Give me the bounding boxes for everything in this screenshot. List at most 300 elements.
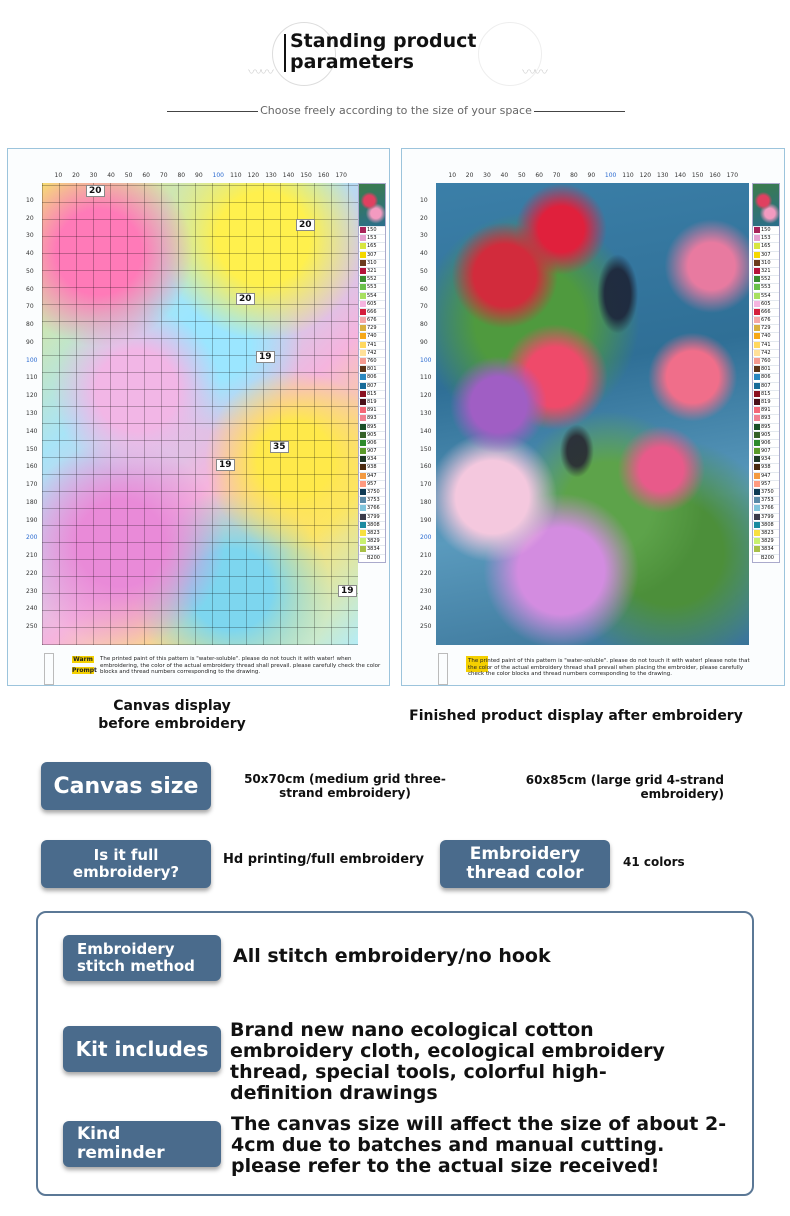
legend-swatch	[754, 235, 760, 241]
legend-row	[753, 308, 779, 316]
finished-product-panel	[401, 148, 785, 686]
cell-label: 19	[256, 351, 275, 363]
ruler-tick: 70	[159, 172, 168, 179]
legend-swatch	[754, 505, 760, 511]
ruler-tick: 130	[26, 410, 38, 417]
legend-swatch	[360, 497, 366, 503]
legend-row	[359, 373, 385, 381]
canvas-size-label-text: Canvas size	[53, 773, 199, 799]
ruler-tick: 90	[26, 338, 34, 346]
legend-swatch	[754, 350, 760, 356]
legend-code: 934	[761, 456, 771, 463]
ruler-tick: 30	[89, 172, 98, 179]
ruler-tick: 200	[26, 534, 38, 542]
legend-code: 3750	[367, 489, 380, 495]
legend-code: 815	[367, 390, 377, 397]
legend-row	[753, 300, 779, 308]
legend-code: 3750	[761, 489, 774, 495]
ruler-tick: 180	[420, 498, 432, 506]
legend-swatch	[754, 358, 760, 364]
full-embroidery-value: Hd printing/full embroidery	[223, 852, 424, 867]
cell-label: 20	[296, 219, 315, 231]
ruler-tick: 230	[26, 587, 38, 595]
legend-code: 605	[367, 300, 377, 307]
legend-swatch	[754, 489, 760, 495]
legend-swatch	[754, 464, 760, 470]
legend-code: 165	[761, 243, 771, 250]
ruler-tick: 210	[26, 552, 38, 560]
legend-code: 310	[761, 259, 771, 266]
legend-row	[359, 537, 385, 545]
legend-swatch	[360, 415, 366, 421]
legend-row	[359, 439, 385, 447]
legend-swatch	[360, 268, 366, 274]
legend-row	[753, 275, 779, 283]
legend-code: 153	[761, 235, 771, 242]
ruler-tick: 130	[265, 172, 277, 179]
legend-row	[359, 316, 385, 324]
legend-row	[753, 349, 779, 357]
ruler-tick: 140	[420, 427, 432, 435]
legend-swatch	[360, 227, 366, 233]
ruler-tick: 50	[124, 172, 133, 179]
ruler-tick: 130	[420, 410, 432, 417]
legend-swatch	[754, 456, 760, 462]
legend-code: 554	[761, 292, 771, 299]
legend-swatch	[754, 555, 760, 561]
legend-row	[753, 439, 779, 447]
legend-rows	[359, 226, 385, 562]
ruler-tick: 90	[195, 172, 203, 179]
ruler-tick: 30	[483, 172, 491, 179]
ruler-tick: 180	[26, 498, 38, 506]
ruler-tick: 40	[500, 172, 509, 179]
ruler-tick: 120	[247, 172, 260, 179]
legend-code: 3799	[367, 513, 380, 520]
legend-code: 819	[367, 398, 377, 405]
ruler-tick: 150	[420, 445, 432, 453]
legend-code: 934	[367, 456, 377, 463]
ruler-left	[26, 183, 42, 645]
legend-code: 760	[367, 358, 377, 364]
ruler-tick: 170	[420, 481, 432, 489]
legend-code: 3834	[761, 546, 774, 553]
ruler-tick: 130	[657, 172, 669, 179]
ruler-top	[42, 172, 358, 180]
legend-code: 3753	[367, 497, 380, 504]
legend-row	[753, 447, 779, 455]
note-icon	[44, 653, 54, 685]
legend-code: 150	[367, 227, 377, 233]
full-embroidery-label	[41, 840, 211, 888]
panel-note: The printed paint of this pattern is "water-soluble". please do not touch it with water! please note that the color of the actual embroidery thread shall prevail when placing the embroider, please carefully check the color blocks and thread numbers corresponding to the drawing.	[468, 658, 750, 677]
wave-decor-icon: 〰〰	[522, 65, 546, 81]
legend-row	[753, 529, 779, 537]
legend-row	[359, 455, 385, 463]
legend-swatch	[754, 546, 760, 552]
legend-row	[359, 496, 385, 504]
legend-code: 3808	[761, 521, 774, 528]
legend-row	[753, 554, 779, 562]
legend-code: 3834	[367, 546, 380, 553]
legend-row	[359, 332, 385, 340]
legend-swatch	[360, 383, 366, 389]
legend-row	[753, 341, 779, 349]
color-legend	[358, 183, 386, 563]
ruler-tick: 250	[420, 623, 432, 631]
legend-code: 906	[367, 439, 377, 446]
legend-code: 907	[367, 448, 377, 455]
ruler-tick: 190	[26, 516, 38, 524]
canvas-size-medium: 50x70cm (medium grid three-strand embroidery)	[244, 772, 446, 800]
legend-row	[753, 373, 779, 381]
finished-caption: Finished product display after embroidery	[409, 708, 743, 724]
caption-line1: Canvas display	[113, 698, 231, 714]
legend-code: 742	[761, 349, 771, 356]
ruler-tick: 20	[26, 214, 34, 222]
kit-includes-value: Brand new nano ecological cotton embroidery cloth, ecological embroidery thread, special tools, colorful high-definition drawings	[230, 1019, 665, 1104]
legend-row	[753, 414, 779, 422]
ruler-tick: 170	[335, 172, 347, 179]
cell-label: 19	[216, 459, 235, 471]
legend-row	[753, 504, 779, 512]
page-title-line2: parameters	[290, 51, 414, 73]
legend-row	[753, 365, 779, 373]
legend-row	[753, 463, 779, 471]
ruler-left	[420, 183, 436, 645]
legend-code: 740	[761, 333, 771, 340]
ruler-tick: 90	[587, 172, 596, 179]
legend-row	[359, 308, 385, 316]
ruler-tick: 70	[552, 172, 561, 179]
legend-code: 676	[367, 317, 377, 324]
legend-row	[753, 545, 779, 553]
ruler-tick: 50	[517, 172, 526, 179]
legend-row	[753, 357, 779, 365]
legend-swatch	[360, 284, 366, 290]
legend-swatch	[360, 342, 366, 348]
caption-line2: before embroidery	[98, 716, 246, 732]
legend-code: 807	[367, 382, 377, 389]
kit-includes-label-text: Kit includes	[75, 1037, 209, 1061]
legend-code: 552	[761, 276, 771, 283]
legend-swatch	[360, 333, 366, 339]
legend-code: 895	[367, 423, 377, 430]
ruler-tick: 50	[420, 267, 428, 275]
header-subtitle	[167, 104, 625, 117]
legend-swatch	[754, 309, 760, 315]
legend-code: 905	[761, 431, 771, 438]
legend-swatch	[754, 514, 760, 520]
legend-code: 741	[761, 341, 771, 348]
legend-swatch	[754, 522, 760, 528]
legend-code: 740	[367, 333, 377, 340]
legend-swatch	[754, 243, 760, 249]
legend-row	[359, 267, 385, 275]
legend-row	[359, 480, 385, 488]
legend-swatch	[360, 424, 366, 430]
ruler-tick: 80	[570, 172, 578, 179]
legend-swatch	[754, 268, 760, 274]
ruler-tick: 120	[639, 172, 652, 179]
legend-swatch	[754, 448, 760, 454]
ruler-tick: 110	[230, 172, 242, 179]
note-icon	[438, 653, 448, 685]
ruler-tick: 50	[26, 267, 34, 275]
legend-row	[753, 537, 779, 545]
legend-code: 666	[761, 308, 771, 315]
kind-reminder-label	[63, 1121, 221, 1167]
legend-row	[753, 406, 779, 414]
legend-code: 893	[367, 415, 377, 422]
legend-swatch	[360, 448, 366, 454]
legend-swatch	[360, 293, 366, 299]
legend-row	[359, 259, 385, 267]
ruler-tick: 60	[420, 285, 428, 293]
ruler-tick: 30	[420, 232, 428, 240]
ruler-tick: 220	[26, 569, 38, 577]
cell-label: 20	[86, 185, 105, 197]
legend-code: 3823	[367, 529, 380, 536]
legend-row	[753, 513, 779, 521]
legend-row	[359, 242, 385, 250]
thread-color-label	[440, 840, 610, 888]
legend-swatch	[754, 333, 760, 339]
legend-row	[753, 242, 779, 250]
legend-row	[753, 431, 779, 439]
legend-row	[359, 226, 385, 234]
legend-swatch	[754, 399, 760, 405]
legend-swatch	[754, 391, 760, 397]
legend-code: 310	[367, 259, 377, 266]
legend-code: 3823	[761, 529, 774, 536]
legend-code: 666	[367, 308, 377, 315]
legend-row	[753, 480, 779, 488]
legend-swatch	[360, 530, 366, 536]
canvas-size-label	[41, 762, 211, 810]
legend-code: 893	[761, 415, 771, 422]
cell-label: 20	[236, 293, 255, 305]
ruler-tick: 140	[26, 427, 38, 435]
ruler-tick: 150	[26, 445, 38, 453]
ruler-tick: 110	[420, 374, 432, 382]
legend-swatch	[360, 374, 366, 380]
legend-swatch	[754, 252, 760, 258]
cross-stitch-pattern	[42, 183, 358, 645]
legend-swatch	[360, 260, 366, 266]
legend-row	[359, 275, 385, 283]
legend-swatch	[360, 456, 366, 462]
legend-code: 3808	[367, 521, 380, 528]
canvas-before-panel	[7, 148, 390, 686]
legend-swatch	[754, 260, 760, 266]
legend-swatch	[360, 235, 366, 241]
legend-swatch	[360, 350, 366, 356]
legend-row	[359, 463, 385, 471]
page-title-line1: Standing product	[290, 30, 477, 52]
ruler-tick: 80	[420, 321, 428, 329]
legend-row	[359, 423, 385, 431]
ruler-tick: 140	[282, 172, 295, 179]
legend-swatch	[754, 407, 760, 413]
legend-row	[753, 398, 779, 406]
legend-swatch	[754, 342, 760, 348]
legend-code: 554	[367, 292, 377, 299]
legend-swatch	[360, 432, 366, 438]
legend-row	[753, 455, 779, 463]
legend-swatch	[754, 301, 760, 307]
ruler-tick: 30	[26, 232, 34, 240]
ruler-tick: 210	[420, 552, 432, 560]
ruler-tick: 120	[420, 392, 432, 400]
legend-code: 891	[761, 407, 771, 414]
ruler-tick: 220	[420, 569, 432, 577]
ruler-tick: 40	[107, 172, 115, 179]
legend-code: 321	[761, 267, 771, 274]
legend-swatch	[754, 473, 760, 479]
warm-badge: Warm	[73, 656, 93, 663]
legend-row	[359, 504, 385, 512]
legend-code: 553	[761, 284, 771, 291]
legend-swatch	[754, 374, 760, 380]
legend-code: 605	[761, 300, 771, 307]
legend-row	[753, 226, 779, 234]
ruler-top	[436, 172, 749, 180]
ruler-tick: 230	[420, 587, 432, 595]
legend-swatch	[754, 432, 760, 438]
legend-code: 3766	[367, 505, 380, 512]
prompt-badge: Prompt	[72, 667, 97, 674]
legend-row	[359, 349, 385, 357]
legend-row	[359, 406, 385, 414]
legend-code: 3799	[761, 513, 774, 520]
ruler-tick: 240	[420, 605, 432, 613]
legend-row	[359, 341, 385, 349]
legend-swatch	[360, 309, 366, 315]
legend-row	[359, 488, 385, 496]
legend-row	[359, 521, 385, 529]
legend-swatch	[360, 325, 366, 331]
legend-row	[753, 251, 779, 259]
legend-swatch	[360, 481, 366, 487]
legend-code: 895	[761, 423, 771, 430]
legend-code: 150	[761, 227, 771, 233]
legend-swatch	[360, 252, 366, 258]
legend-swatch	[360, 366, 366, 372]
legend-code: 801	[367, 366, 377, 373]
legend-swatch	[360, 358, 366, 364]
legend-swatch	[754, 538, 760, 544]
ruler-tick: 100	[604, 172, 617, 179]
legend-row	[359, 382, 385, 390]
page-title	[290, 31, 476, 73]
legend-row	[753, 267, 779, 275]
legend-swatch	[360, 538, 366, 544]
legend-row	[753, 496, 779, 504]
ruler-tick: 250	[26, 623, 38, 631]
legend-code: 806	[761, 374, 771, 381]
legend-code: 957	[367, 480, 377, 487]
cell-label: 19	[338, 585, 357, 597]
legend-code: 947	[367, 472, 377, 479]
legend-code: 729	[761, 325, 771, 332]
legend-swatch	[360, 440, 366, 446]
legend-row	[359, 513, 385, 521]
kind-reminder-value: The canvas size will affect the size of about 2-4cm due to batches and manual cutting. please refer to the actual size received!	[231, 1113, 727, 1177]
legend-row	[753, 423, 779, 431]
legend-row	[359, 357, 385, 365]
legend-code: 807	[761, 382, 771, 389]
legend-swatch	[360, 473, 366, 479]
ruler-tick: 110	[622, 172, 634, 179]
legend-code: 552	[367, 276, 377, 283]
ruler-tick: 160	[709, 172, 721, 179]
ruler-tick: 160	[317, 172, 330, 179]
ruler-tick: 120	[26, 392, 38, 400]
legend-thumbnail	[753, 184, 779, 226]
legend-code: 165	[367, 243, 377, 250]
legend-row	[359, 447, 385, 455]
legend-swatch	[360, 555, 366, 561]
legend-swatch	[754, 415, 760, 421]
ruler-tick: 10	[448, 172, 457, 179]
legend-row	[753, 234, 779, 242]
canvas-size-large: 60x85cm (large grid 4-strand embroidery)	[525, 773, 724, 801]
legend-row	[753, 382, 779, 390]
legend-code: 891	[367, 407, 377, 414]
cell-label: 35	[270, 441, 289, 453]
ruler-tick: 10	[26, 196, 34, 204]
kind-reminder-label-text: Kind reminder	[77, 1124, 165, 1163]
ruler-tick: 20	[72, 172, 80, 179]
legend-row	[359, 529, 385, 537]
legend-swatch	[360, 464, 366, 470]
legend-rows	[753, 226, 779, 562]
legend-swatch	[754, 325, 760, 331]
legend-swatch	[360, 391, 366, 397]
legend-swatch	[360, 243, 366, 249]
legend-code: 742	[367, 349, 377, 356]
legend-code: 947	[761, 472, 771, 479]
ruler-tick: 80	[26, 321, 34, 329]
ruler-tick: 10	[54, 172, 63, 179]
legend-row	[359, 414, 385, 422]
legend-code: 760	[761, 358, 771, 364]
wave-decor-icon: 〰〰	[248, 65, 272, 81]
ruler-tick: 190	[420, 516, 432, 524]
legend-row	[753, 332, 779, 340]
legend-row	[359, 283, 385, 291]
legend-row	[359, 234, 385, 242]
legend-code: 801	[761, 366, 771, 373]
legend-swatch	[754, 530, 760, 536]
legend-code: 307	[367, 251, 377, 258]
legend-row	[359, 554, 385, 562]
ruler-tick: 100	[420, 356, 432, 364]
legend-code: 907	[761, 448, 771, 455]
legend-swatch	[754, 424, 760, 430]
legend-row	[753, 472, 779, 480]
finished-embroidery-image	[436, 183, 749, 645]
legend-swatch	[754, 317, 760, 323]
legend-code: 815	[761, 390, 771, 397]
ruler-tick: 150	[691, 172, 704, 179]
legend-swatch	[754, 276, 760, 282]
legend-swatch	[754, 497, 760, 503]
legend-row	[359, 251, 385, 259]
legend-code: 957	[761, 480, 771, 487]
legend-code: 3829	[761, 538, 774, 545]
